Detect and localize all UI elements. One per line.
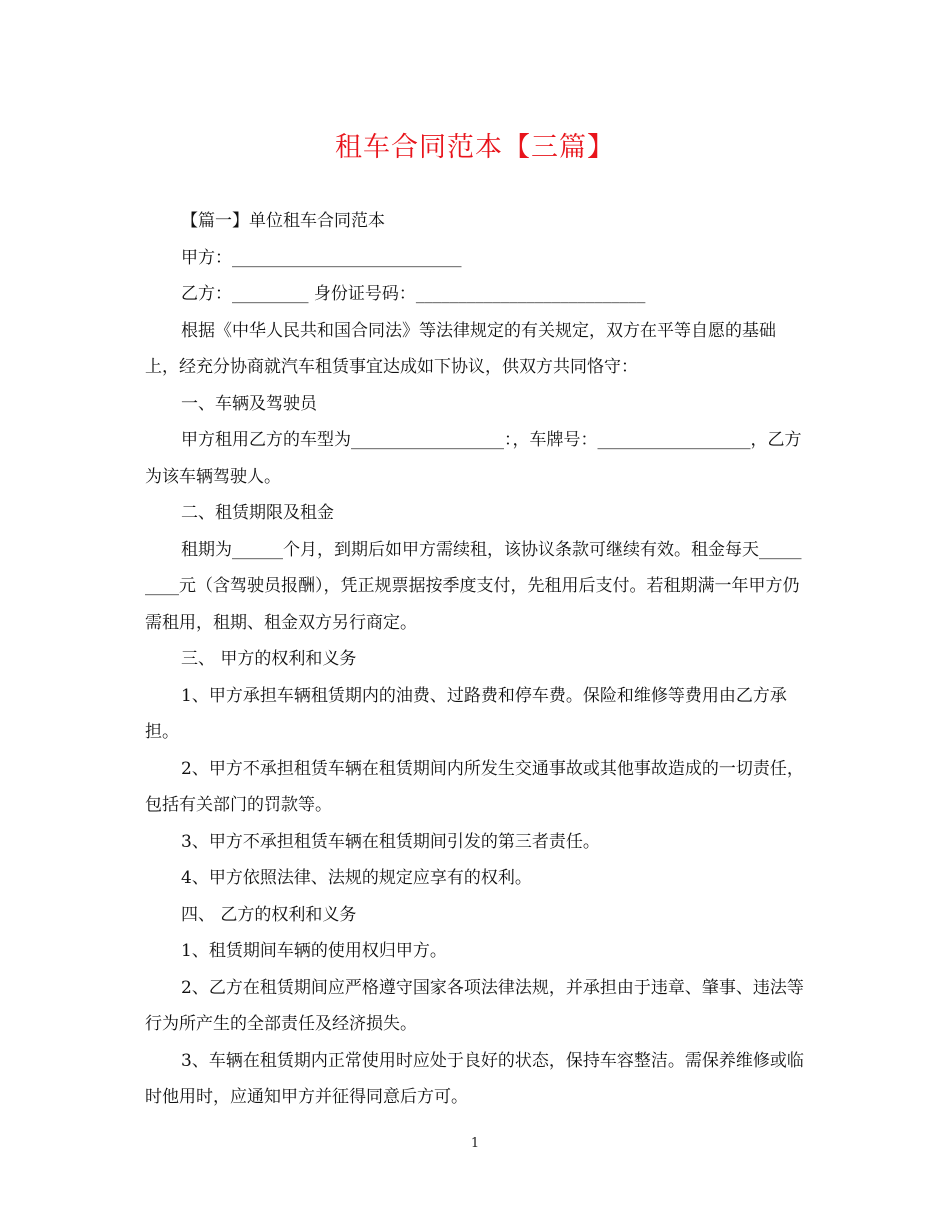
- section-heading: 【篇一】单位租车合同范本: [181, 211, 385, 231]
- clause-heading-term: 二、租赁期限及租金: [181, 503, 334, 523]
- document-title: 租车合同范本【三篇】: [335, 132, 615, 163]
- clause-heading-party-b: 四、 乙方的权利和义务: [181, 904, 357, 925]
- party-a-item: 3、甲方不承担租赁车辆在租赁期间引发的第三者责任。: [181, 831, 600, 852]
- page-number: 1: [470, 1136, 480, 1151]
- vehicle-paragraph: 甲方租用乙方的车型为__________________：，车牌号：__________________，乙方为该车辆驾驶人。: [145, 430, 802, 487]
- clause-heading-party-a: 三、 甲方的权利和义务: [181, 649, 357, 669]
- term-paragraph: 租期为______个月，到期后如甲方需续租，该协议条款可继续有效。租金每天_________元（含驾驶员报酬），凭正规票据按季度支付，先租用后支付。若租期满一年甲方仍需租用，租期、租金双方另行商定。: [145, 539, 802, 633]
- clause-heading-vehicle: 一、车辆及驾驶员: [181, 393, 317, 414]
- preamble-paragraph: 根据《中华人民共和国合同法》等法律规定的有关规定，双方在平等自愿的基础上，经充分协商就汽车租赁事宜达成如下协议，供双方共同恪守：: [145, 320, 776, 377]
- document-body: [145, 203, 805, 1116]
- party-a-item: 4、甲方依照法律、法规的规定应享有的权利。: [181, 868, 532, 888]
- party-a-item: 2、甲方不承担租赁车辆在租赁期间内所发生交通事故或其他事故造成的一切责任，包括有关部门的罚款等。: [145, 758, 804, 815]
- party-a-line: 甲方：___________________________: [181, 247, 462, 268]
- party-b-line: 乙方：_________ 身份证号码：___________________________: [181, 284, 646, 304]
- party-b-item: 1、租赁期间车辆的使用权归甲方。: [181, 941, 447, 961]
- party-a-item: 1、甲方承担车辆租赁期内的油费、过路费和停车费。保险和维修等费用由乙方承担。: [145, 685, 787, 742]
- party-b-item: 2、乙方在租赁期间应严格遵守国家各项法律法规，并承担由于违章、肇事、违法等行为所产生的全部责任及经济损失。: [145, 977, 804, 1034]
- party-b-item: 3、车辆在租赁期内正常使用时应处于良好的状态，保持车容整洁。需保养维修或临时他用时，应通知甲方并征得同意后方可。: [145, 1050, 804, 1107]
